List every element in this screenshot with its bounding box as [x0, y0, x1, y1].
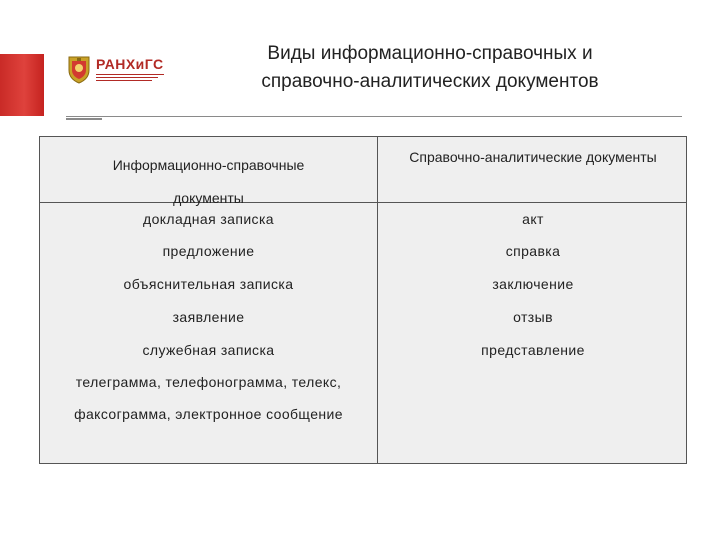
column-divider — [377, 137, 378, 463]
left-item: служебная записка — [142, 342, 275, 358]
slide-title — [200, 40, 660, 96]
logo-subtitle-lines — [96, 74, 164, 81]
right-item: представление — [481, 342, 585, 358]
header-left-line-1: Информационно-справочные — [112, 157, 305, 173]
header-left — [40, 149, 377, 215]
right-item: справка — [505, 243, 561, 259]
emblem-icon — [66, 54, 92, 84]
logo-name: РАНХиГС — [96, 56, 164, 72]
left-item: факсограмма, электронное сообщение — [74, 406, 343, 422]
left-item: докладная записка — [143, 211, 274, 227]
right-item: заключение — [492, 276, 574, 292]
red-accent-bar — [0, 54, 44, 116]
left-item: заявление — [172, 309, 245, 325]
document-types-table — [39, 136, 687, 464]
title-underline-accent — [66, 118, 102, 120]
title-underline — [66, 116, 682, 117]
title-line-1: Виды информационно-справочных и — [267, 43, 593, 64]
title-line-2: справочно-аналитических документов — [261, 71, 599, 92]
left-item: телеграмма, телефонограмма, телекс, — [75, 374, 342, 390]
right-item: акт — [522, 211, 544, 227]
header-left-line-2: документы — [173, 190, 244, 206]
left-item: объяснительная записка — [123, 276, 294, 292]
header-right: Справочно-аналитические документы — [409, 149, 657, 165]
left-item: предложение — [162, 243, 255, 259]
right-item: отзыв — [513, 309, 553, 325]
ranepa-logo — [66, 52, 176, 86]
